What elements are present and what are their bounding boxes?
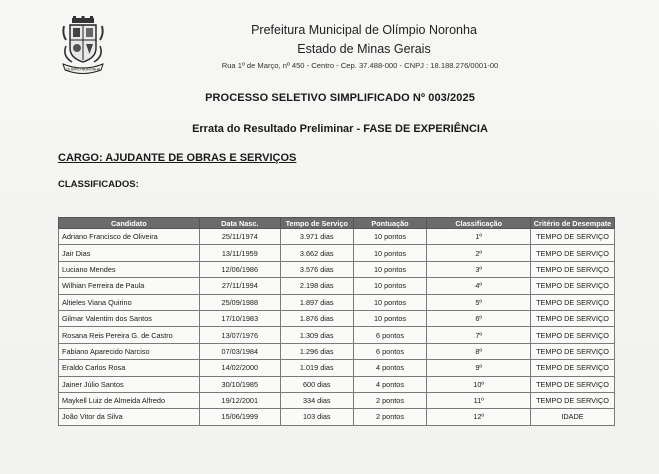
score-cell: 6 pontos: [353, 343, 427, 359]
score-cell: 10 pontos: [353, 229, 427, 245]
score-cell: 4 pontos: [353, 376, 427, 392]
score-cell: 10 pontos: [353, 294, 427, 310]
candidate-name-cell: Eraldo Carlos Rosa: [59, 360, 200, 376]
service-time-cell: 2.198 dias: [280, 278, 353, 294]
birth-date-cell: 19/12/2001: [199, 392, 280, 408]
service-time-cell: 3.662 dias: [280, 245, 353, 261]
score-cell: 6 pontos: [353, 327, 427, 343]
birth-date-cell: 25/11/1974: [199, 229, 280, 245]
candidate-name-cell: Jainer Júlio Santos: [59, 376, 200, 392]
rank-cell: 7º: [427, 327, 531, 343]
rank-cell: 1º: [427, 229, 531, 245]
tiebreak-criterion-cell: IDADE: [531, 409, 615, 425]
rank-cell: 6º: [427, 310, 531, 326]
score-cell: 10 pontos: [353, 310, 427, 326]
table-row: [59, 245, 615, 261]
birth-date-cell: 13/11/1959: [199, 245, 280, 261]
table-row: [59, 294, 615, 310]
birth-date-cell: 17/10/1983: [199, 310, 280, 326]
score-cell: 10 pontos: [353, 245, 427, 261]
rank-cell: 2º: [427, 245, 531, 261]
service-time-cell: 600 dias: [280, 376, 353, 392]
column-header: Candidato: [59, 218, 200, 229]
score-cell: 2 pontos: [353, 392, 427, 408]
address-line: Rua 1º de Março, nº 450 - Centro - Cep. 37.488-000 - CNPJ : 18.188.276/0001-00: [221, 61, 499, 70]
rank-cell: 4º: [427, 278, 531, 294]
column-header: Classificação: [427, 218, 531, 229]
candidate-name-cell: Wilhian Ferreira de Paula: [59, 278, 200, 294]
table-row: [59, 278, 615, 294]
score-cell: 2 pontos: [353, 409, 427, 425]
birth-date-cell: 27/11/1994: [199, 278, 280, 294]
rank-cell: 3º: [427, 261, 531, 277]
candidate-name-cell: Gilmar Valentim dos Santos: [59, 310, 200, 326]
state-name: Estado de Minas Gerais: [297, 42, 431, 56]
candidate-name-cell: João Vitor da Silva: [59, 409, 200, 425]
score-cell: 4 pontos: [353, 360, 427, 376]
birth-date-cell: 13/07/1976: [199, 327, 280, 343]
service-time-cell: 3.971 dias: [280, 229, 353, 245]
birth-date-cell: 30/10/1985: [199, 376, 280, 392]
tiebreak-criterion-cell: TEMPO DE SERVIÇO: [531, 310, 615, 326]
tiebreak-criterion-cell: TEMPO DE SERVIÇO: [531, 343, 615, 359]
candidate-name-cell: Maykell Luiz de Almeida Alfredo: [59, 392, 200, 408]
tiebreak-criterion-cell: TEMPO DE SERVIÇO: [531, 245, 615, 261]
service-time-cell: 1.296 dias: [280, 343, 353, 359]
tiebreak-criterion-cell: TEMPO DE SERVIÇO: [531, 376, 615, 392]
candidate-name-cell: Adriano Francisco de Oliveira: [59, 229, 200, 245]
score-cell: 10 pontos: [353, 261, 427, 277]
table-row: [59, 229, 615, 245]
column-header: Tempo de Serviço: [280, 218, 353, 229]
table-row: [59, 392, 615, 408]
candidate-name-cell: Altieles Viana Quirino: [59, 294, 200, 310]
service-time-cell: 103 dias: [280, 409, 353, 425]
crest-banner-text: OLÍMPIO NORONHA: [65, 67, 101, 72]
rank-cell: 11º: [427, 392, 531, 408]
candidate-name-cell: Jair Dias: [59, 245, 200, 261]
column-header: Pontuação: [353, 218, 427, 229]
rank-cell: 9º: [427, 360, 531, 376]
column-header: Data Nasc.: [199, 218, 280, 229]
tiebreak-criterion-cell: TEMPO DE SERVIÇO: [531, 360, 615, 376]
tiebreak-criterion-cell: TEMPO DE SERVIÇO: [531, 294, 615, 310]
table-row: [59, 360, 615, 376]
candidate-name-cell: Fabiano Aparecido Narciso: [59, 343, 200, 359]
tiebreak-criterion-cell: TEMPO DE SERVIÇO: [531, 392, 615, 408]
service-time-cell: 334 dias: [280, 392, 353, 408]
table-row: [59, 409, 615, 425]
tiebreak-criterion-cell: TEMPO DE SERVIÇO: [531, 278, 615, 294]
service-time-cell: 1.019 dias: [280, 360, 353, 376]
table-row: [59, 261, 615, 277]
birth-date-cell: 12/06/1986: [199, 261, 280, 277]
municipal-crest-icon: [60, 16, 106, 78]
errata-title: Errata do Resultado Preliminar - FASE DE EXPERIÊNCIA: [192, 123, 488, 135]
rank-cell: 10º: [427, 376, 531, 392]
candidate-name-cell: Luciano Mendes: [59, 261, 200, 277]
table-row: [59, 327, 615, 343]
column-header: Critério de Desempate: [531, 218, 615, 229]
service-time-cell: 1.876 dias: [280, 310, 353, 326]
candidate-name-cell: Rosana Reis Pereira G. de Castro: [59, 327, 200, 343]
birth-date-cell: 15/06/1999: [199, 409, 280, 425]
table-row: [59, 343, 615, 359]
cargo-heading: CARGO: AJUDANTE DE OBRAS E SERVIÇOS: [58, 152, 297, 164]
service-time-cell: 3.576 dias: [280, 261, 353, 277]
process-title: PROCESSO SELETIVO SIMPLIFICADO Nº 003/2025: [205, 92, 475, 104]
rank-cell: 12º: [427, 409, 531, 425]
table-header-row: [59, 218, 615, 229]
table-row: [59, 310, 615, 326]
score-cell: 10 pontos: [353, 278, 427, 294]
service-time-cell: 1.309 dias: [280, 327, 353, 343]
municipality-name: Prefeitura Municipal de Olímpio Noronha: [251, 23, 477, 37]
tiebreak-criterion-cell: TEMPO DE SERVIÇO: [531, 229, 615, 245]
rank-cell: 5º: [427, 294, 531, 310]
birth-date-cell: 07/03/1984: [199, 343, 280, 359]
birth-date-cell: 14/02/2000: [199, 360, 280, 376]
tiebreak-criterion-cell: TEMPO DE SERVIÇO: [531, 327, 615, 343]
rank-cell: 8º: [427, 343, 531, 359]
table-row: [59, 376, 615, 392]
service-time-cell: 1.897 dias: [280, 294, 353, 310]
section-heading: CLASSIFICADOS:: [58, 179, 139, 190]
birth-date-cell: 25/09/1988: [199, 294, 280, 310]
tiebreak-criterion-cell: TEMPO DE SERVIÇO: [531, 261, 615, 277]
results-table: [58, 217, 615, 426]
